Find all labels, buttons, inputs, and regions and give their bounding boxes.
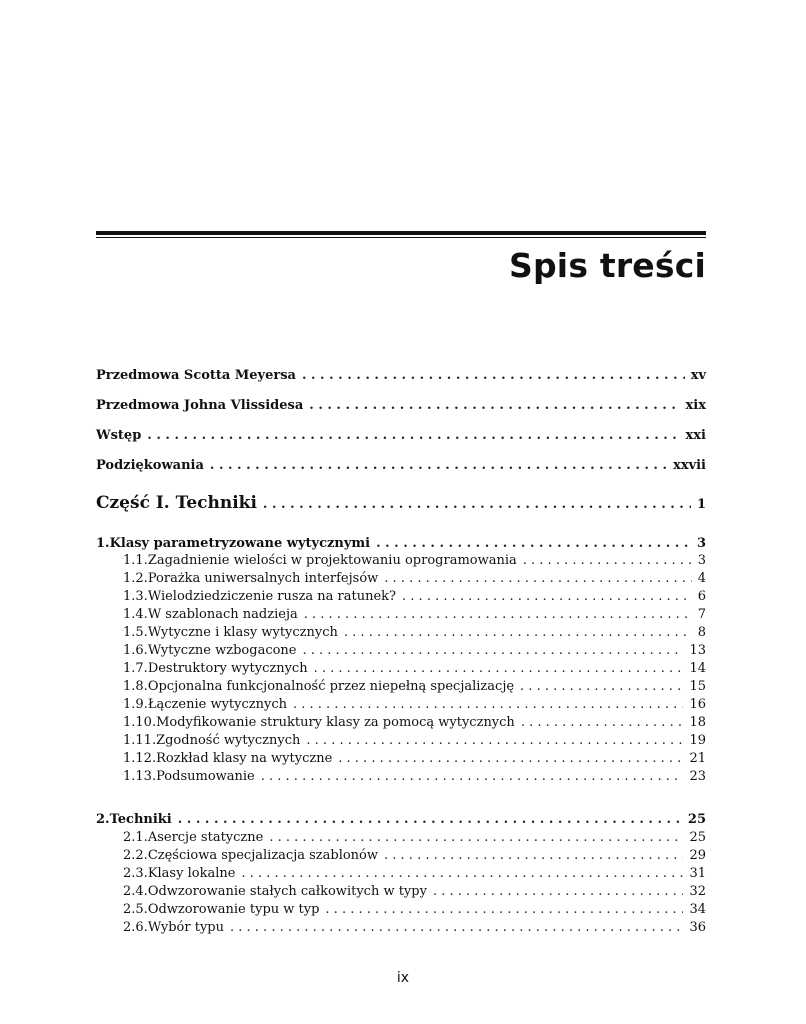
toc-front-row[interactable] [96,367,706,385]
toc-section-page: 19 [689,733,706,748]
toc-section-row[interactable] [123,829,706,847]
toc-section-row[interactable] [123,901,706,919]
toc-section-label: Podsumowanie [156,769,255,784]
toc-label: Podziękowania [96,458,204,473]
toc-leader [303,642,684,660]
toc-section-row[interactable] [123,714,706,732]
toc-leader [261,768,684,786]
toc-leader [263,494,691,516]
toc-section-label: Wybór typu [147,920,224,935]
toc-chapter-page: 3 [696,536,706,551]
toc-section-page: 29 [689,848,706,863]
toc-section-label: Modyfikowanie struktury klasy za pomocą wytycznych [156,715,515,730]
toc-section-row[interactable] [123,750,706,768]
toc-section-label: Wytyczne i klasy wytycznych [147,625,338,640]
toc-leader [325,901,683,919]
toc-label: Wstęp [96,428,142,443]
toc-section-row[interactable] [123,606,706,624]
toc-section-number: 1.5. [123,625,148,640]
toc-section-number: 1.6. [123,643,148,658]
toc-leader [523,552,692,570]
toc-chapter-row[interactable] [96,535,706,553]
toc-section-number: 1.12. [123,751,157,766]
toc-section-label: Zgodność wytycznych [156,733,301,748]
toc-section-page: 14 [689,661,706,676]
toc-section-number: 2.2. [123,848,148,863]
toc-leader [402,588,692,606]
toc-section-number: 1.11. [123,733,157,748]
toc-section-page: 23 [689,769,706,784]
toc-section-label: Klasy lokalne [147,866,236,881]
toc-section-page: 34 [689,902,706,917]
toc-page: xxvii [673,458,706,473]
toc-part-page: 1 [696,497,706,512]
toc-section-row[interactable] [123,919,706,937]
toc-page: xix [685,398,706,413]
toc-leader [521,714,684,732]
toc-section-label: Opcjonalna funkcjonalność przez niepełną specjalizację [147,679,515,694]
toc-section-number: 2.3. [123,866,148,881]
toc-section-number: 1.3. [123,589,148,604]
toc-leader [269,829,683,847]
toc-section-page: 25 [689,830,706,845]
toc-chapter-page: 25 [687,812,706,827]
toc-section-row[interactable] [123,847,706,865]
toc-section-page: 32 [689,884,706,899]
toc-page: xxi [685,428,706,443]
toc-leader [306,732,683,750]
page-number-footer: ix [396,970,410,986]
toc-leader [302,367,685,385]
toc-leader [147,427,679,445]
toc-page: xv [690,368,706,383]
toc-section-label: Asercje statyczne [147,830,264,845]
toc-leader [376,535,691,553]
toc-leader [178,811,682,829]
toc-section-row[interactable] [123,570,706,588]
toc-section-page: 18 [689,715,706,730]
toc-section-page: 7 [697,607,706,622]
toc-section-row[interactable] [123,768,706,786]
toc-section-row[interactable] [123,588,706,606]
toc-section-label: Porażka uniwersalnych interfejsów [147,571,379,586]
toc-section-row[interactable] [123,660,706,678]
toc-section-row[interactable] [123,865,706,883]
toc-front-row[interactable] [96,397,706,415]
toc-leader [230,919,683,937]
toc-leader [241,865,683,883]
toc-part-row[interactable] [96,492,706,516]
toc-section-page: 8 [697,625,706,640]
toc-section-page: 31 [689,866,706,881]
toc-section-page: 36 [689,920,706,935]
toc-section-number: 1.8. [123,679,148,694]
toc-leader [338,750,683,768]
toc-section-label: W szablonach nadzieja [147,607,298,622]
toc-label: Przedmowa Johna Vlissidesa [96,398,304,413]
toc-section-number: 1.13. [123,769,157,784]
toc-section-row[interactable] [123,624,706,642]
toc-chapter-number: 1. [96,536,110,551]
toc-section-page: 4 [697,571,706,586]
toc-section-page: 16 [689,697,706,712]
toc-leader [384,570,691,588]
toc-label: Przedmowa Scotta Meyersa [96,368,296,383]
toc-section-label: Łączenie wytycznych [147,697,287,712]
toc-leader [314,660,684,678]
page-title: Spis treści [509,246,706,285]
toc-section-number: 1.4. [123,607,148,622]
toc-leader [293,696,683,714]
toc-part-label: Część I. Techniki [96,493,257,513]
toc-leader [344,624,692,642]
toc-section-label: Rozkład klasy na wytyczne [156,751,333,766]
toc-leader [304,606,692,624]
toc-section-label: Częściowa specjalizacja szablonów [147,848,379,863]
toc-section-number: 1.9. [123,697,148,712]
toc-section-label: Zagadnienie wielości w projektowaniu oprogramowania [147,553,517,568]
toc-section-label: Wielodziedziczenie rusza na ratunek? [147,589,397,604]
toc-section-number: 2.5. [123,902,148,917]
toc-leader [210,457,667,475]
toc-section-number: 2.6. [123,920,148,935]
toc-section-row[interactable] [123,696,706,714]
toc-leader [520,678,683,696]
toc-chapter-row[interactable] [96,811,706,829]
top-rule-thick [96,231,706,235]
toc-section-row[interactable] [123,642,706,660]
toc-front-row[interactable] [96,427,706,445]
toc-chapter-number: 2. [96,812,110,827]
toc-section-label: Wytyczne wzbogacone [147,643,297,658]
toc-section-page: 21 [689,751,706,766]
toc-section-page: 3 [697,553,706,568]
toc-section-label: Odwzorowanie typu w typ [147,902,320,917]
toc-leader [384,847,683,865]
toc-section-row[interactable] [123,552,706,570]
toc-section-number: 1.10. [123,715,157,730]
toc-leader [309,397,679,415]
toc-section-number: 1.7. [123,661,148,676]
toc-section-number: 1.2. [123,571,148,586]
toc-section-number: 1.1. [123,553,148,568]
toc-chapter-label: Techniki [109,812,172,827]
toc-chapter-label: Klasy parametryzowane wytycznymi [109,536,371,551]
toc-section-label: Destruktory wytycznych [147,661,308,676]
toc-section-number: 2.4. [123,884,148,899]
toc-section-page: 15 [689,679,706,694]
toc-section-row[interactable] [123,678,706,696]
toc-section-label: Odwzorowanie stałych całkowitych w typy [147,884,427,899]
toc-section-number: 2.1. [123,830,148,845]
toc-front-row[interactable] [96,457,706,475]
toc-section-page: 13 [689,643,706,658]
toc-leader [433,883,684,901]
top-rule-thin [96,237,706,238]
toc-section-page: 6 [697,589,706,604]
toc-section-row[interactable] [123,883,706,901]
toc-section-row[interactable] [123,732,706,750]
